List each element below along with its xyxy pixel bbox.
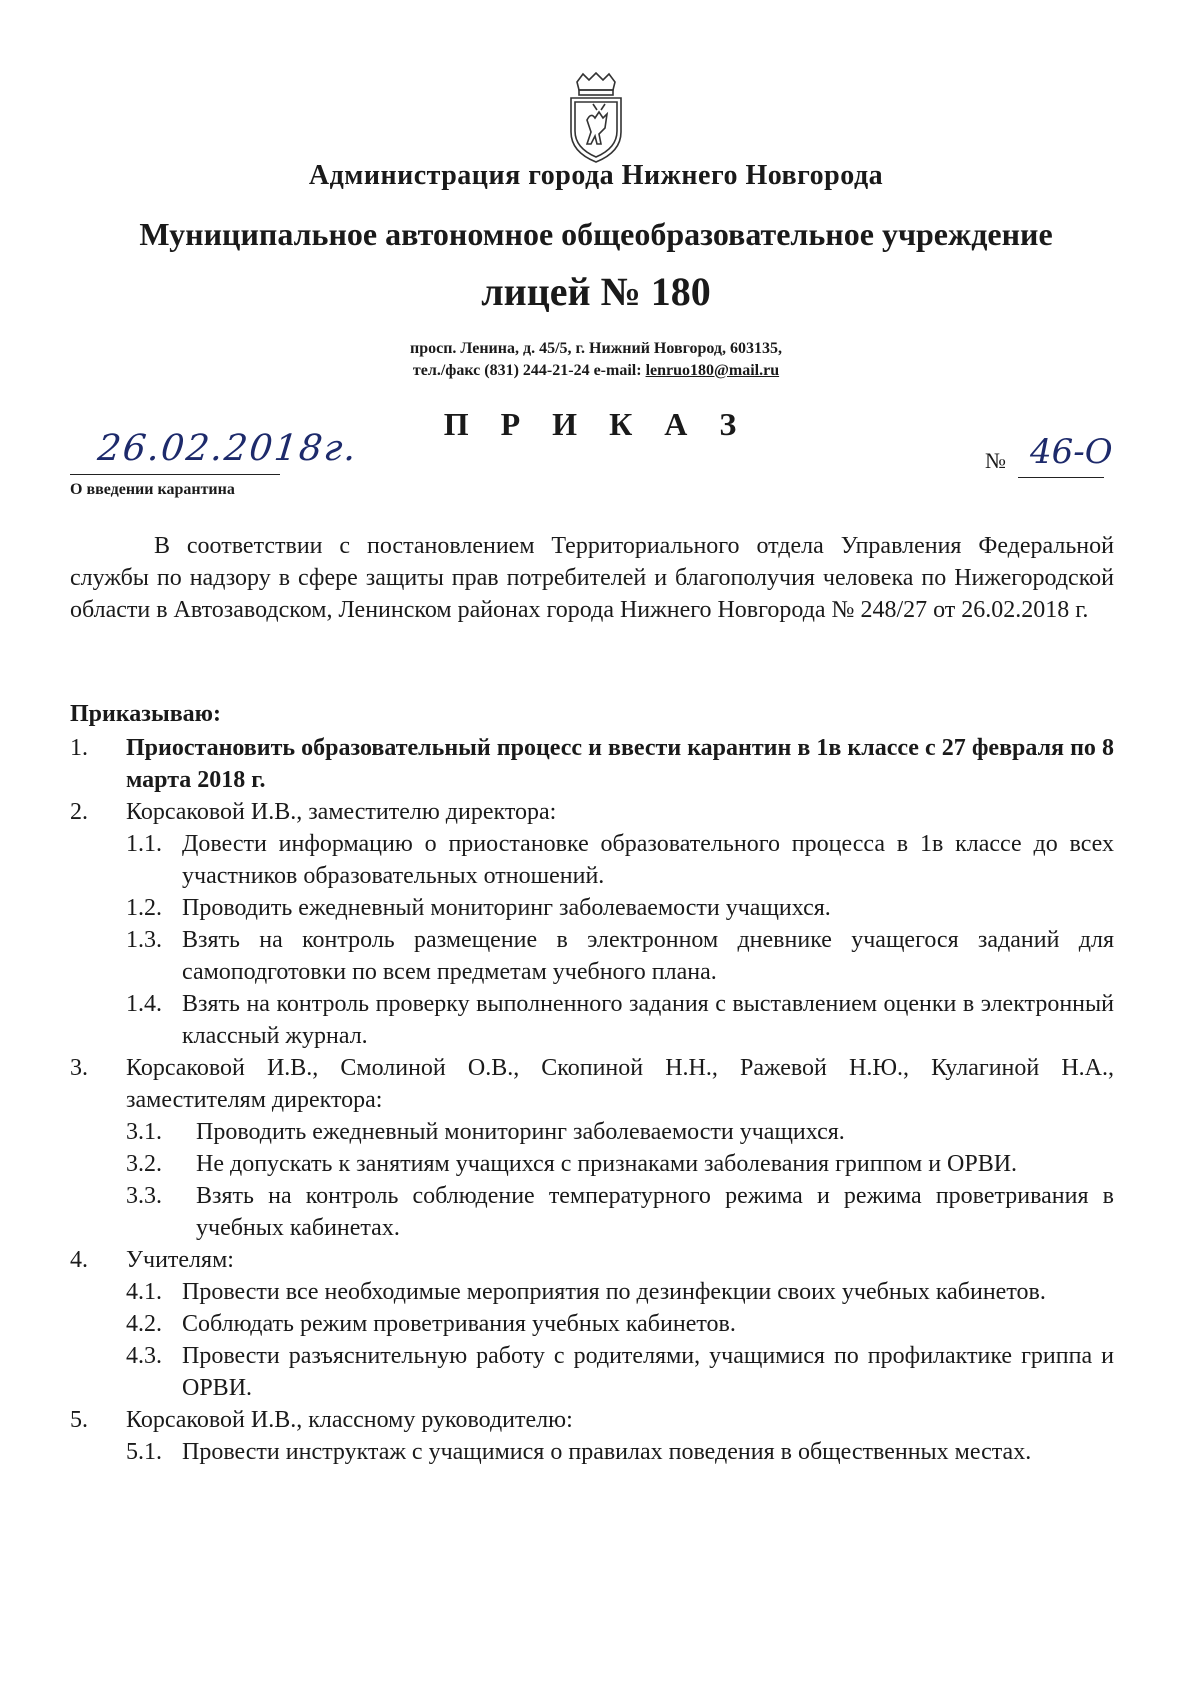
coat-of-arms-icon [563,72,629,164]
list-item: 4. Учителям: [70,1247,234,1273]
handwritten-number: 46-О [1030,432,1113,472]
address-line: просп. Ленина, д. 45/5, г. Нижний Новгород, 603135, [409,340,782,357]
date-underline [70,474,280,475]
orders-title: Приказываю: [70,701,221,727]
email-link[interactable]: lenruo180@mail.ru [645,362,780,379]
lyceum-heading: лицей № 180 [481,269,711,314]
sub-item: 1.3. Взять на контроль размещение в электронном дневнике учащегося заданий для самоподготовки по всем предметам учебного плана. [126,927,1114,985]
admin-heading: Администрация города Нижнего Новгорода [308,160,884,191]
list-item: 2. Корсаковой И.В., заместителю директора: [70,799,557,825]
orders-list [70,732,1114,1468]
handwritten-date: 26.02.2018г. [95,428,360,469]
sub-item: 5.1. Провести инструктаж с учащимися о правилах поведения в общественных местах. [126,1439,1032,1465]
intro-paragraph: В соответствии с постановлением Территориального отдела Управления Федеральной службы по надзору в сфере защиты прав потребителей и благополучия человека по Нижегородской области в Автозаводском, Ленинском районах города Нижнего Новгорода № 248/27 от 26.02.2018 г. [70,533,1114,623]
sub-item: 3.2. Не допускать к занятиям учащихся с признаками заболевания гриппом и ОРВИ. [126,1151,1018,1177]
sub-item: 3.1. Проводить ежедневный мониторинг заболеваемости учащихся. [126,1119,845,1145]
list-item: 5. Корсаковой И.В., классному руководителю: [70,1407,573,1433]
phone-text: тел./факс (831) 244-21-24 e-mail: [412,362,646,379]
address-block [0,338,1192,382]
organization-heading: Муниципальное автономное общеобразовательное учреждение [139,216,1053,252]
list-item: 3. Корсаковой И.В., Смолиной О.В., Скопиной Н.Н., Ражевой Н.Ю., Кулагиной Н.А., заместителям директора: [70,1055,1114,1113]
contact-line [0,360,1192,382]
sub-item: 3.3. Взять на контроль соблюдение температурного режима и режима проветривания в учебных кабинетах. [126,1183,1114,1241]
sub-item: 4.1. Провести все необходимые мероприятия по дезинфекции своих учебных кабинетов. [126,1279,1046,1305]
number-sign: № [985,448,1006,473]
document-title: П Р И К А З [443,406,749,442]
list-item: 1. Приостановить образовательный процесс и ввести карантин в 1в классе с 27 февраля по 8 марта 2018 г. [70,735,1114,793]
sub-item: 1.4. Взять на контроль проверку выполненного задания с выставлением оценки в электронный классный журнал. [126,991,1114,1049]
sub-item: 1.2. Проводить ежедневный мониторинг заболеваемости учащихся. [126,895,831,921]
sub-item: 4.3. Провести разъяснительную работу с родителями, учащимися по профилактике гриппа и ОРВИ. [126,1343,1114,1401]
sub-item: 1.1. Довести информацию о приостановке образовательного процесса в 1в классе до всех участников образовательных отношений. [126,831,1114,889]
sub-item: 4.2. Соблюдать режим проветривания учебных кабинетов. [126,1311,736,1337]
number-underline [1018,477,1104,478]
subject-line: О введении карантина [70,481,235,498]
